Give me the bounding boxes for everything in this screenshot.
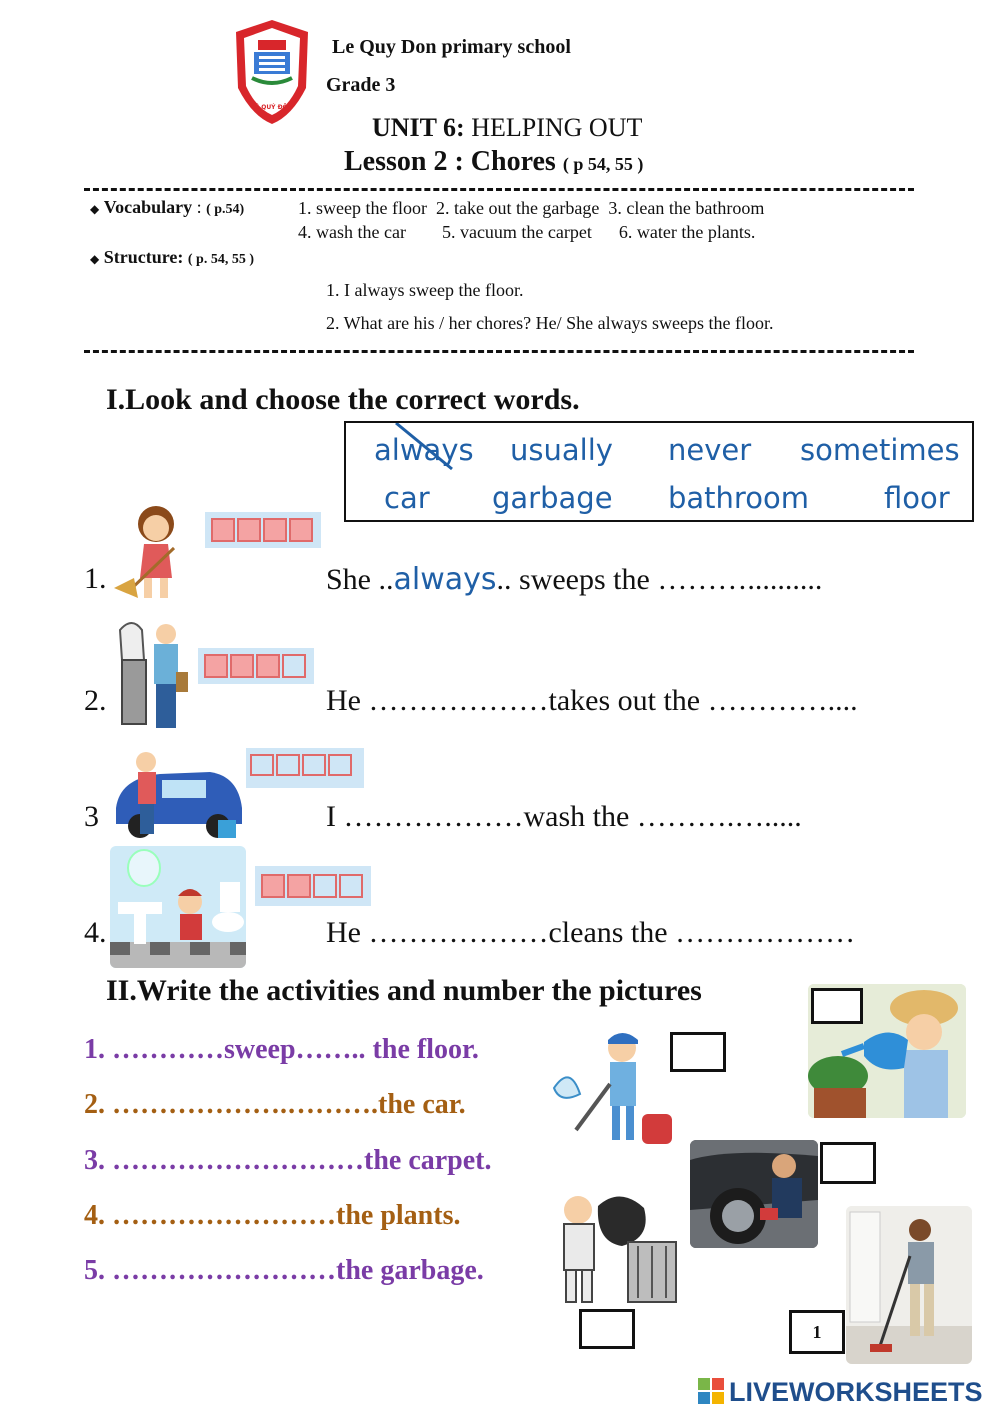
section1-title: I.Look and choose the correct words. <box>106 383 580 416</box>
answer-boxes-1 <box>205 512 321 548</box>
q1-pre: She .. <box>326 563 394 596</box>
structure-line-2: 2. What are his / her chores? He/ She always sweeps the floor. <box>326 313 774 333</box>
question-4-number: 4. <box>84 916 107 949</box>
liveworksheets-logo <box>698 1376 983 1408</box>
question-2-text: He ………………takes out the ………….... <box>326 684 858 717</box>
question-1-text <box>326 562 822 597</box>
word-bank-item[interactable]: always <box>374 433 474 467</box>
section2-title: II.Write the activities and number the pictures <box>106 974 702 1007</box>
number-box-floor[interactable]: 1 <box>789 1310 845 1354</box>
school-logo <box>232 18 312 126</box>
vocab-line-2: 4. wash the car 5. vacuum the carpet 6. water the plants. <box>298 222 756 242</box>
activity-item-4[interactable]: 4. ……………………the plants. <box>84 1200 461 1231</box>
question-4-text: He ………………cleans the ……………… <box>326 916 856 949</box>
answer-boxes-4 <box>255 866 371 906</box>
divider-bottom <box>84 350 914 353</box>
question-1-number: 1. <box>84 562 107 595</box>
activity-item-1[interactable]: 1. …………sweep…….. the floor. <box>84 1034 479 1065</box>
vocab-label-text: Vocabulary <box>103 197 193 217</box>
unit-title <box>372 113 642 143</box>
number-box-carpet[interactable] <box>670 1032 726 1072</box>
man-garbage-picture <box>112 616 192 734</box>
word-bank-item[interactable]: never <box>668 433 752 467</box>
q1-post: .. sweeps the ……….......... <box>496 563 823 596</box>
question-3-text: I ………………wash the ……….…..... <box>326 800 802 833</box>
structure-line-1: 1. I always sweep the floor. <box>326 280 524 300</box>
vocabulary-label: ◆ Vocabulary : ( p.54) <box>90 197 245 217</box>
structure-label-text: Structure: <box>103 247 184 267</box>
lesson-name: Lesson 2 : Chores <box>344 146 556 177</box>
answer-boxes-3 <box>246 748 364 788</box>
man-vacuuming-picture <box>550 1024 680 1154</box>
boy-washing-car-picture <box>110 748 246 844</box>
structure-pages: ( p. 54, 55 ) <box>187 252 255 267</box>
vocab-pages: ( p.54) <box>206 202 245 217</box>
word-bank-item[interactable]: usually <box>510 433 613 467</box>
unit-prefix: UNIT 6: <box>372 113 465 142</box>
strike-mark-icon <box>394 423 454 473</box>
vocab-line-1: 1. sweep the floor 2. take out the garbage 3. clean the bathroom <box>298 198 765 218</box>
word-bank-item[interactable]: bathroom <box>668 481 809 515</box>
word-bank-item[interactable]: car <box>384 481 430 515</box>
lesson-pages: ( p 54, 55 ) <box>562 154 644 174</box>
boy-cleaning-bathroom-picture <box>110 846 246 968</box>
q1-answer[interactable]: always <box>393 562 497 597</box>
man-washing-car-picture <box>690 1140 818 1248</box>
word-bank <box>344 421 974 522</box>
number-box-car[interactable] <box>820 1142 876 1184</box>
activity-item-2[interactable]: 2. ……………….……….the car. <box>84 1089 466 1120</box>
question-3-number: 3 <box>84 800 99 833</box>
divider-top <box>84 188 914 191</box>
number-box-garbage[interactable] <box>579 1309 635 1349</box>
answer-boxes-2 <box>198 648 314 684</box>
footer-brand: LIVEWORKSHEETS <box>729 1376 983 1407</box>
lesson-title <box>344 146 643 178</box>
man-taking-garbage-picture <box>548 1186 696 1308</box>
liveworksheets-icon <box>698 1378 726 1406</box>
grade-label: Grade 3 <box>326 74 396 96</box>
logo-text: LÊ QUÝ ĐÔN <box>251 104 293 111</box>
activity-item-5[interactable]: 5. ……………………the garbage. <box>84 1255 484 1286</box>
word-bank-item[interactable]: sometimes <box>800 433 960 467</box>
number-box-plants[interactable] <box>811 988 863 1024</box>
school-name: Le Quy Don primary school <box>332 36 571 58</box>
structure-label: ◆ Structure: ( p. 54, 55 ) <box>90 247 255 267</box>
activity-item-3[interactable]: 3. ………………………the carpet. <box>84 1145 492 1176</box>
girl-sweeping-picture <box>108 498 188 602</box>
unit-name: HELPING OUT <box>464 113 643 142</box>
man-sweeping-floor-picture <box>846 1206 972 1364</box>
word-bank-item[interactable]: floor <box>884 481 950 515</box>
word-bank-item[interactable]: garbage <box>492 481 613 515</box>
question-2-number: 2. <box>84 684 107 717</box>
